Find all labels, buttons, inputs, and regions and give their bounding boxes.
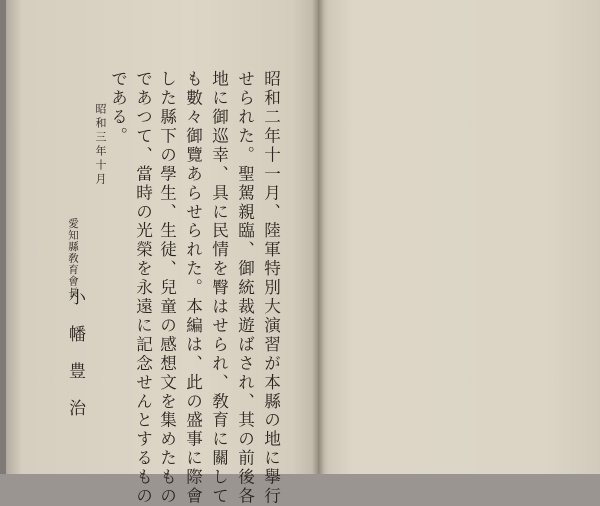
text-column-6: であつて、當時の光榮を永遠に記念せんとするもの [133, 70, 153, 506]
book-gutter [312, 0, 324, 474]
text-column-7: である。 [108, 70, 128, 146]
text-column-5: した縣下の學生、生徒、兒童の感想文を集めたもの [157, 70, 177, 506]
date-line: 昭和三年十月 [94, 103, 107, 187]
right-page [318, 0, 600, 474]
author-name: 小幡豊治 [65, 288, 85, 436]
text-column-3: 地に御巡幸、具に民情を臀はせられ、敎育に關して [209, 70, 229, 506]
text-column-2: せられた。聖駕親臨、御統裁遊ばされ、其の前後各 [235, 70, 255, 506]
author-title: 愛知縣敎育會長 [67, 218, 79, 299]
text-column-1: 昭和二年十一月、陸軍特別大演習が本縣の地に擧行 [261, 70, 281, 506]
text-column-4: も數々御覽あらせられた。本編は、此の盛事に際會 [183, 70, 203, 506]
book-edge [0, 0, 6, 474]
